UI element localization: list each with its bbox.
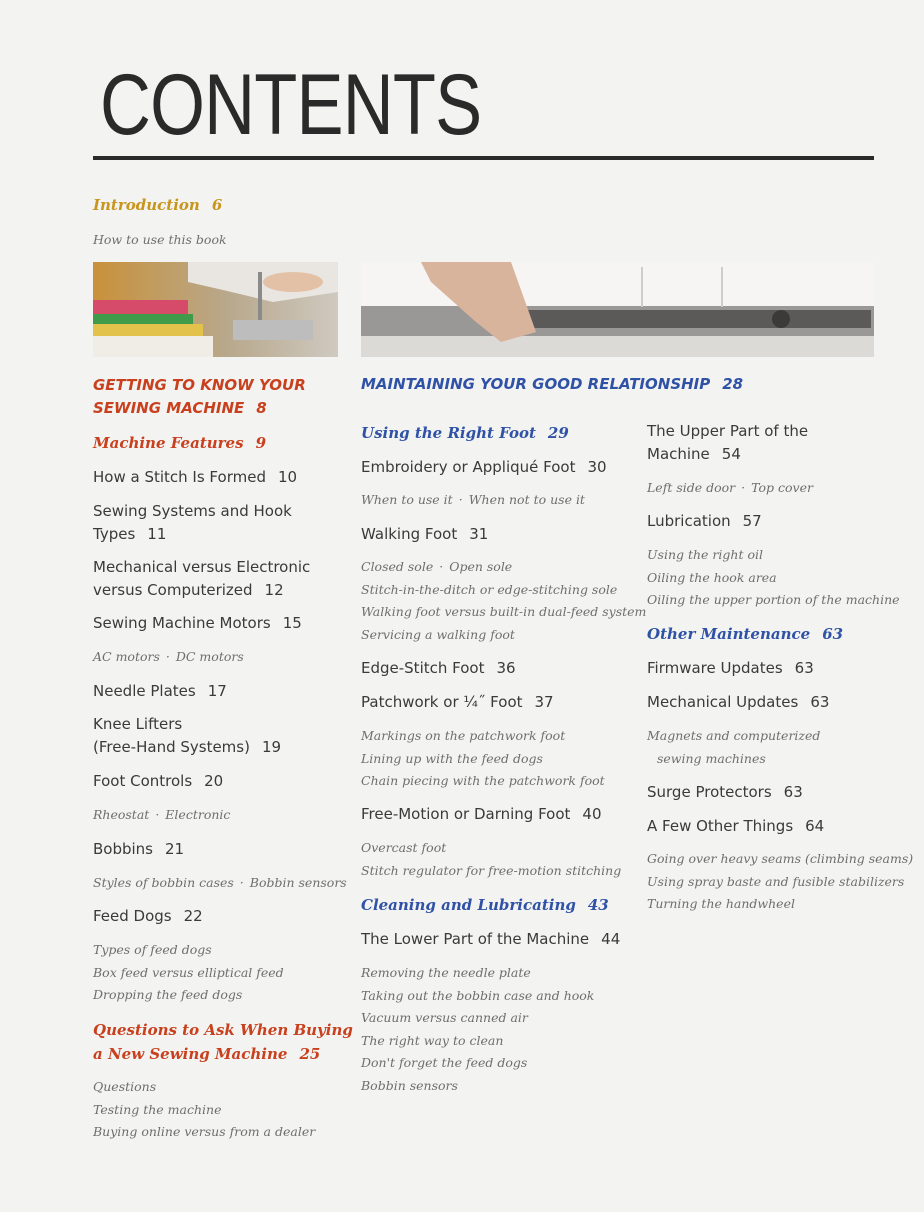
- entry-page: 40: [582, 805, 602, 823]
- toc-subs-lubrication: [647, 544, 900, 612]
- entry-page: 63: [794, 659, 814, 677]
- toc-entry-foot-controls[interactable]: [93, 770, 223, 793]
- sub-item: Turning the handwheel: [647, 896, 795, 912]
- sub-item: Oiling the hook area: [647, 569, 777, 585]
- toc-entry-embroidery-foot[interactable]: [361, 456, 607, 479]
- section-label: Using the Right Foot: [361, 424, 536, 442]
- entry-label: Embroidery or Appliqué Foot: [361, 458, 576, 476]
- sub-item: Don't forget the feed dogs: [361, 1055, 528, 1071]
- entry-label: Patchwork or ¼˝ Foot: [361, 693, 523, 711]
- entry-label: Bobbins: [93, 840, 153, 858]
- sub-item: Box feed versus elliptical feed: [93, 964, 284, 980]
- sub-item: AC motors: [93, 649, 160, 664]
- entry-label: Surge Protectors: [647, 783, 772, 801]
- page-title: CONTENTS: [100, 57, 482, 153]
- chapter-page: 8: [256, 399, 267, 417]
- toc-entry-hook-types[interactable]: [93, 500, 292, 546]
- entry-label: Introduction: [93, 196, 200, 214]
- entry-page: 11: [147, 525, 167, 543]
- entry-page: 63: [810, 693, 830, 711]
- toc-entry-bobbins[interactable]: [93, 838, 184, 861]
- toc-entry-mechanical-updates[interactable]: [647, 691, 829, 714]
- entry-page: 17: [207, 682, 227, 700]
- sub-item: Electronic: [165, 807, 231, 822]
- entry-page: 30: [587, 458, 607, 476]
- section-line-1: Questions to Ask When Buying: [93, 1021, 353, 1039]
- sub-item: Overcast foot: [361, 840, 447, 855]
- sub-item: The right way to clean: [361, 1032, 504, 1048]
- sub-item: Questions: [93, 1079, 157, 1094]
- section-page: 63: [822, 625, 844, 643]
- sub-item: Stitch-in-the-ditch or edge-stitching sole: [361, 581, 618, 597]
- separator-dot: ·: [239, 875, 244, 890]
- section-line-2: a New Sewing Machine: [93, 1045, 288, 1063]
- entry-page: 37: [534, 693, 554, 711]
- sub-item: Bobbin sensors: [249, 875, 347, 890]
- sub-item: Servicing a walking foot: [361, 626, 515, 642]
- sub-item: Walking foot versus built-in dual-feed system: [361, 604, 647, 620]
- entry-label: Mechanical Updates: [647, 693, 799, 711]
- chapter-page: 28: [722, 375, 744, 393]
- entry-page: 12: [264, 581, 284, 599]
- toc-entry-mechanical[interactable]: [93, 556, 310, 602]
- entry-line-2: Types: [93, 525, 136, 543]
- sub-item: Taking out the bobbin case and hook: [361, 987, 595, 1003]
- entry-label: Free-Motion or Darning Foot: [361, 805, 571, 823]
- chapter-line-1: GETTING TO KNOW YOUR: [93, 376, 306, 394]
- entry-page: 57: [742, 512, 762, 530]
- toc-entry-patchwork-foot[interactable]: [361, 691, 554, 714]
- entry-label: Needle Plates: [93, 682, 196, 700]
- sub-item: Top cover: [751, 480, 813, 495]
- sub-item: When not to use it: [468, 492, 585, 507]
- separator-dot: ·: [458, 492, 463, 507]
- toc-subs-patchwork-foot: [361, 725, 605, 793]
- toc-entry-knee-lifters[interactable]: [93, 713, 281, 759]
- toc-entry-lower-part[interactable]: [361, 928, 620, 951]
- sub-item: Dropping the feed dogs: [93, 987, 243, 1003]
- section-page: 29: [547, 424, 569, 442]
- section-label: Other Maintenance: [647, 625, 811, 643]
- sub-item: Rheostat: [93, 807, 150, 822]
- toc-subs-lower-part: [361, 962, 594, 1098]
- sub-item: Going over heavy seams (climbing seams): [647, 851, 914, 866]
- toc-subs-feed-dogs: [93, 939, 284, 1007]
- entry-page: 22: [183, 907, 203, 925]
- sub-item: Chain piecing with the patchwork foot: [361, 773, 605, 789]
- sub-item: Using the right oil: [647, 547, 763, 562]
- entry-label: Firmware Updates: [647, 659, 783, 677]
- toc-entry-feed-dogs[interactable]: [93, 905, 203, 928]
- sub-item: Removing the needle plate: [361, 965, 531, 980]
- toc-subs-few-other: [647, 848, 913, 916]
- entry-label: Sewing Machine Motors: [93, 614, 271, 632]
- entry-line-1: Mechanical versus Electronic: [93, 558, 311, 576]
- entry-page: 54: [721, 445, 741, 463]
- entry-line-1: Knee Lifters: [93, 715, 183, 733]
- entry-label: How a Stitch Is Formed: [93, 468, 266, 486]
- sub-item: Styles of bobbin cases: [93, 875, 234, 890]
- separator-dot: ·: [165, 649, 170, 664]
- entry-line-2: Machine: [647, 445, 710, 463]
- toc-entry-edge-stitch[interactable]: [361, 657, 516, 680]
- toc-subs-walking-foot: [361, 556, 646, 646]
- entry-page: 21: [165, 840, 185, 858]
- sub-item: When to use it: [361, 492, 453, 507]
- section-cleaning[interactable]: [361, 893, 609, 917]
- sub-item: Testing the machine: [93, 1101, 222, 1117]
- toc-subs-free-motion: [361, 837, 621, 882]
- section-questions[interactable]: [93, 1018, 353, 1066]
- toc-entry-motors[interactable]: [93, 612, 302, 635]
- sub-item: Markings on the patchwork foot: [361, 728, 566, 743]
- toc-sub-foot-controls: [93, 804, 230, 827]
- section-machine-features[interactable]: [93, 431, 266, 455]
- section-page: 25: [299, 1045, 321, 1063]
- toc-entry-lubrication[interactable]: [647, 510, 762, 533]
- toc-entry-walking-foot[interactable]: [361, 523, 488, 546]
- entry-line-1: Sewing Systems and Hook: [93, 502, 292, 520]
- title-rule: [93, 156, 874, 160]
- entry-label: Foot Controls: [93, 772, 193, 790]
- toc-entry-needle-plates[interactable]: [93, 680, 227, 703]
- entry-page: 64: [805, 817, 825, 835]
- section-label: Machine Features: [93, 434, 244, 452]
- sub-item: Open sole: [449, 559, 513, 574]
- entry-page: 19: [261, 738, 282, 756]
- toc-entry-few-other[interactable]: [647, 815, 824, 838]
- entry-label: Edge-Stitch Foot: [361, 659, 485, 677]
- sub-item: sewing machines: [657, 750, 766, 766]
- toc-entry-upper-part[interactable]: [647, 420, 808, 466]
- sub-item: Bobbin sensors: [361, 1077, 458, 1093]
- toc-sub-motors: [93, 646, 244, 669]
- toc-entry-firmware[interactable]: [647, 657, 814, 680]
- entry-label: A Few Other Things: [647, 817, 794, 835]
- entry-label: Lubrication: [647, 512, 731, 530]
- chapter-getting-to-know[interactable]: [93, 374, 306, 420]
- chapter-maintaining[interactable]: [361, 373, 743, 396]
- section-other-maintenance[interactable]: [647, 622, 843, 646]
- entry-label: Walking Foot: [361, 525, 458, 543]
- sub-item: Vacuum versus canned air: [361, 1010, 528, 1026]
- toc-entry-stitch[interactable]: [93, 466, 297, 489]
- toc-sub-upper-part: [647, 477, 813, 500]
- entry-line-2: versus Computerized: [93, 581, 253, 599]
- entry-page: 10: [277, 468, 298, 486]
- sub-item: Lining up with the feed dogs: [361, 750, 543, 766]
- chapter-label: MAINTAINING YOUR GOOD RELATIONSHIP: [361, 375, 711, 393]
- sub-item: Left side door: [647, 480, 736, 495]
- sub-item: Using spray baste and fusible stabilizers: [647, 873, 905, 889]
- entry-page: 63: [783, 783, 803, 801]
- entry-page: 6: [211, 196, 223, 214]
- toc-subs-questions: [93, 1076, 315, 1144]
- section-page: 9: [255, 434, 266, 452]
- sub-item: Stitch regulator for free-motion stitching: [361, 862, 622, 878]
- toc-sub-introduction: How to use this book: [93, 232, 227, 247]
- machine-maintenance-photo: [361, 262, 874, 357]
- sub-item: Closed sole: [361, 559, 434, 574]
- toc-sub-embroidery-foot: [361, 489, 585, 512]
- toc-subs-mechanical-updates: [647, 725, 820, 770]
- entry-page: 31: [469, 525, 489, 543]
- entry-page: 20: [204, 772, 224, 790]
- chapter-line-2: SEWING MACHINE: [93, 399, 245, 417]
- section-page: 43: [587, 896, 609, 914]
- entry-page: 15: [282, 614, 302, 632]
- toc-entry-free-motion[interactable]: [361, 803, 602, 826]
- sewing-machine-photo: [93, 262, 338, 357]
- separator-dot: ·: [741, 480, 746, 495]
- sub-item: DC motors: [175, 649, 244, 664]
- separator-dot: ·: [439, 559, 444, 574]
- toc-sub-bobbins: [93, 872, 347, 895]
- sub-item: Oiling the upper portion of the machine: [647, 592, 900, 608]
- entry-line-1: The Upper Part of the: [647, 422, 809, 440]
- sub-item: Buying online versus from a dealer: [93, 1124, 316, 1140]
- section-label: Cleaning and Lubricating: [361, 896, 576, 914]
- sub-item: Magnets and computerized: [647, 728, 821, 743]
- section-right-foot[interactable]: [361, 421, 569, 445]
- entry-label: Feed Dogs: [93, 907, 172, 925]
- entry-line-2: (Free-Hand Systems): [93, 738, 250, 756]
- toc-entry-surge[interactable]: [647, 781, 803, 804]
- toc-entry-introduction[interactable]: [93, 196, 222, 214]
- entry-page: 44: [601, 930, 621, 948]
- sub-item: Types of feed dogs: [93, 942, 212, 957]
- entry-page: 36: [496, 659, 516, 677]
- separator-dot: ·: [155, 807, 160, 822]
- entry-label: The Lower Part of the Machine: [361, 930, 590, 948]
